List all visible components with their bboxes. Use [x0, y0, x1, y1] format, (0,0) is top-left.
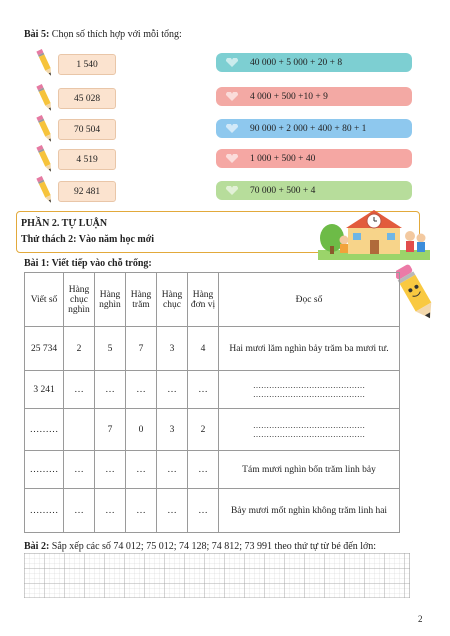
number-box[interactable]: 45 028 — [58, 88, 116, 109]
digit-cell[interactable]: 2 — [188, 409, 219, 451]
digit-cell[interactable]: … — [95, 371, 126, 409]
sum-text: 4 000 + 500 +10 + 9 — [250, 91, 328, 102]
digit-cell[interactable]: … — [95, 489, 126, 533]
table-header: Hàng nghìn — [95, 273, 126, 327]
school-illustration — [318, 206, 430, 260]
bai5-label: Bài 5: — [24, 29, 50, 40]
heart-icon — [225, 154, 239, 163]
bai2-label: Bài 2: — [24, 541, 50, 552]
number-box[interactable]: 92 481 — [58, 181, 116, 202]
digit-cell[interactable]: … — [64, 451, 95, 489]
sum-box[interactable] — [216, 149, 412, 168]
written-number[interactable]: ……… — [25, 451, 64, 489]
heart-icon — [225, 58, 239, 67]
section-title: PHẦN 2. TỰ LUẬN — [21, 218, 108, 229]
table-header-row — [25, 273, 400, 327]
pencil-icon — [34, 48, 56, 78]
pencil-icon — [34, 144, 56, 174]
place-value-table — [24, 272, 400, 533]
digit-cell[interactable]: … — [188, 371, 219, 409]
number-box[interactable]: 1 540 — [58, 54, 116, 75]
digit-cell[interactable]: 7 — [95, 409, 126, 451]
digit-cell[interactable]: … — [157, 451, 188, 489]
bai2-instruction: Sắp xếp các số 74 012; 75 012; 74 128; 74 812; 73 991 theo thứ tự từ bé đến lớn: — [51, 541, 377, 552]
sum-text: 40 000 + 5 000 + 20 + 8 — [250, 57, 343, 68]
written-number[interactable]: ……… — [25, 489, 64, 533]
digit-cell[interactable]: … — [126, 489, 157, 533]
digit-cell[interactable]: 5 — [95, 327, 126, 371]
pencil-icon — [34, 175, 56, 205]
table-row — [25, 489, 400, 533]
number-box[interactable]: 70 504 — [58, 119, 116, 140]
written-number[interactable]: 3 241 — [25, 371, 64, 409]
sum-box[interactable] — [216, 53, 412, 72]
reading-cell[interactable]: Bảy mươi mốt nghìn không trăm linh hai — [219, 489, 400, 533]
digit-cell[interactable]: … — [188, 451, 219, 489]
pencil-icon — [34, 83, 56, 113]
sum-box[interactable] — [216, 181, 412, 200]
table-header: Hàng chục — [157, 273, 188, 327]
reading-cell[interactable]: …………………………………… …………………………………… — [219, 371, 400, 409]
reading-cell[interactable]: Tám mươi nghìn bốn trăm linh bảy — [219, 451, 400, 489]
page-number: 2 — [418, 614, 423, 624]
sum-text: 1 000 + 500 + 40 — [250, 153, 316, 164]
table-row — [25, 451, 400, 489]
number-box[interactable]: 4 519 — [58, 149, 116, 170]
sum-box[interactable] — [216, 87, 412, 106]
digit-cell[interactable]: … — [64, 489, 95, 533]
heart-icon — [225, 124, 239, 133]
reading-cell[interactable]: …………………………………… …………………………………… — [219, 409, 400, 451]
digit-cell[interactable]: 3 — [157, 409, 188, 451]
digit-cell[interactable]: … — [64, 371, 95, 409]
bai2-title — [24, 541, 376, 552]
digit-cell[interactable]: … — [157, 489, 188, 533]
digit-cell[interactable]: … — [126, 451, 157, 489]
section-subtitle: Thử thách 2: Vào năm học mới — [21, 234, 155, 245]
table-row — [25, 371, 400, 409]
writing-grid[interactable] — [24, 553, 410, 598]
digit-cell[interactable]: 4 — [188, 327, 219, 371]
digit-cell[interactable]: … — [157, 371, 188, 409]
bai5-instruction: Chọn số thích hợp với mỗi tổng: — [51, 29, 182, 40]
digit-cell[interactable]: 7 — [126, 327, 157, 371]
sum-box[interactable] — [216, 119, 412, 138]
table-header: Hàng đơn vị — [188, 273, 219, 327]
sum-text: 90 000 + 2 000 + 400 + 80 + 1 — [250, 123, 367, 134]
table-header: Hàng chục nghìn — [64, 273, 95, 327]
table-row — [25, 409, 400, 451]
digit-cell[interactable]: … — [126, 371, 157, 409]
sum-text: 70 000 + 500 + 4 — [250, 185, 316, 196]
digit-cell[interactable]: 0 — [126, 409, 157, 451]
digit-cell[interactable]: … — [188, 489, 219, 533]
digit-cell[interactable]: … — [95, 451, 126, 489]
bai5-title — [24, 29, 182, 40]
heart-icon — [225, 186, 239, 195]
pencil-icon — [34, 114, 56, 144]
digit-cell[interactable]: 2 — [64, 327, 95, 371]
digit-cell[interactable]: 3 — [157, 327, 188, 371]
written-number[interactable]: 25 734 — [25, 327, 64, 371]
written-number[interactable]: ……… — [25, 409, 64, 451]
pencil-mascot-icon — [396, 262, 436, 326]
table-header: Hàng trăm — [126, 273, 157, 327]
reading-cell[interactable]: Hai mươi lăm nghìn bảy trăm ba mươi tư. — [219, 327, 400, 371]
table-header: Viết số — [25, 273, 64, 327]
table-header: Đọc số — [219, 273, 400, 327]
digit-cell[interactable] — [64, 409, 95, 451]
heart-icon — [225, 92, 239, 101]
bai1-title: Bài 1: Viết tiếp vào chỗ trống: — [24, 258, 152, 269]
table-row — [25, 327, 400, 371]
